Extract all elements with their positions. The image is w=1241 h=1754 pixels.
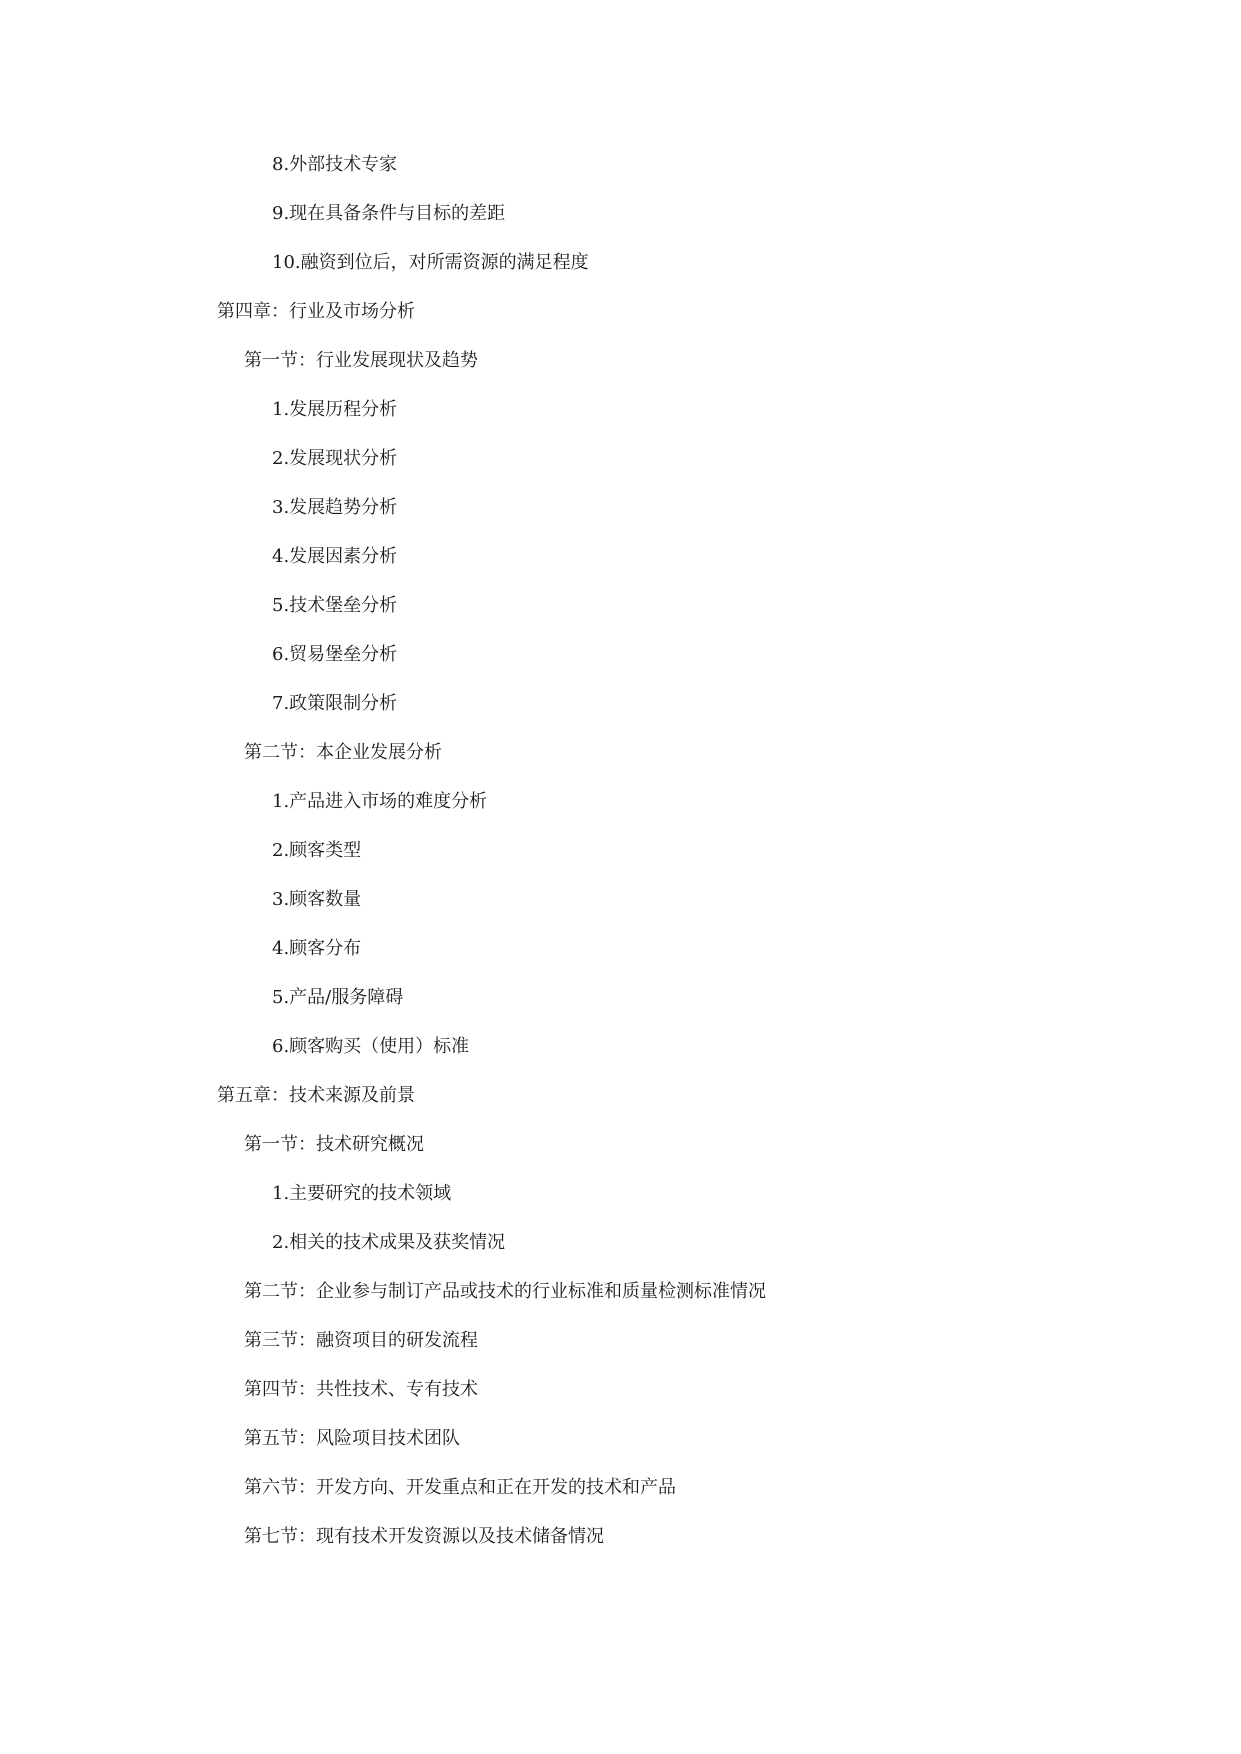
outline-item: 5.产品/服务障碍 <box>272 987 404 1008</box>
outline-item: 8.外部技术专家 <box>272 154 398 175</box>
outline-item: 3.发展趋势分析 <box>272 497 398 518</box>
section-heading: 第六节：开发方向、开发重点和正在开发的技术和产品 <box>244 1477 676 1498</box>
outline-item: 2.发展现状分析 <box>272 448 398 469</box>
outline-item: 6.贸易堡垒分析 <box>272 644 398 665</box>
outline-item: 2.顾客类型 <box>272 840 362 861</box>
outline-item: 7.政策限制分析 <box>272 693 398 714</box>
outline-item: 4.发展因素分析 <box>272 546 398 567</box>
outline-item: 5.技术堡垒分析 <box>272 595 398 616</box>
section-heading: 第四节：共性技术、专有技术 <box>244 1379 478 1400</box>
outline-item: 2.相关的技术成果及获奖情况 <box>272 1232 506 1253</box>
table-of-contents <box>0 155 1241 1576</box>
section-heading: 第一节：行业发展现状及趋势 <box>244 350 478 371</box>
section-heading: 第二节：企业参与制订产品或技术的行业标准和质量检测标准情况 <box>244 1281 766 1302</box>
section-heading: 第七节：现有技术开发资源以及技术储备情况 <box>244 1526 604 1547</box>
outline-item: 4.顾客分布 <box>272 938 362 959</box>
chapter-heading: 第四章：行业及市场分析 <box>217 301 415 322</box>
section-heading: 第五节：风险项目技术团队 <box>244 1428 460 1449</box>
section-heading: 第一节：技术研究概况 <box>244 1134 424 1155</box>
outline-item: 10.融资到位后，对所需资源的满足程度 <box>272 252 589 273</box>
chapter-heading: 第五章：技术来源及前景 <box>217 1085 415 1106</box>
outline-item: 1.主要研究的技术领域 <box>272 1183 452 1204</box>
section-heading: 第二节：本企业发展分析 <box>244 742 442 763</box>
outline-item: 1.发展历程分析 <box>272 399 398 420</box>
outline-item: 1.产品进入市场的难度分析 <box>272 791 488 812</box>
outline-item: 6.顾客购买（使用）标准 <box>272 1036 470 1057</box>
outline-item: 9.现在具备条件与目标的差距 <box>272 203 506 224</box>
section-heading: 第三节：融资项目的研发流程 <box>244 1330 478 1351</box>
outline-item: 3.顾客数量 <box>272 889 362 910</box>
